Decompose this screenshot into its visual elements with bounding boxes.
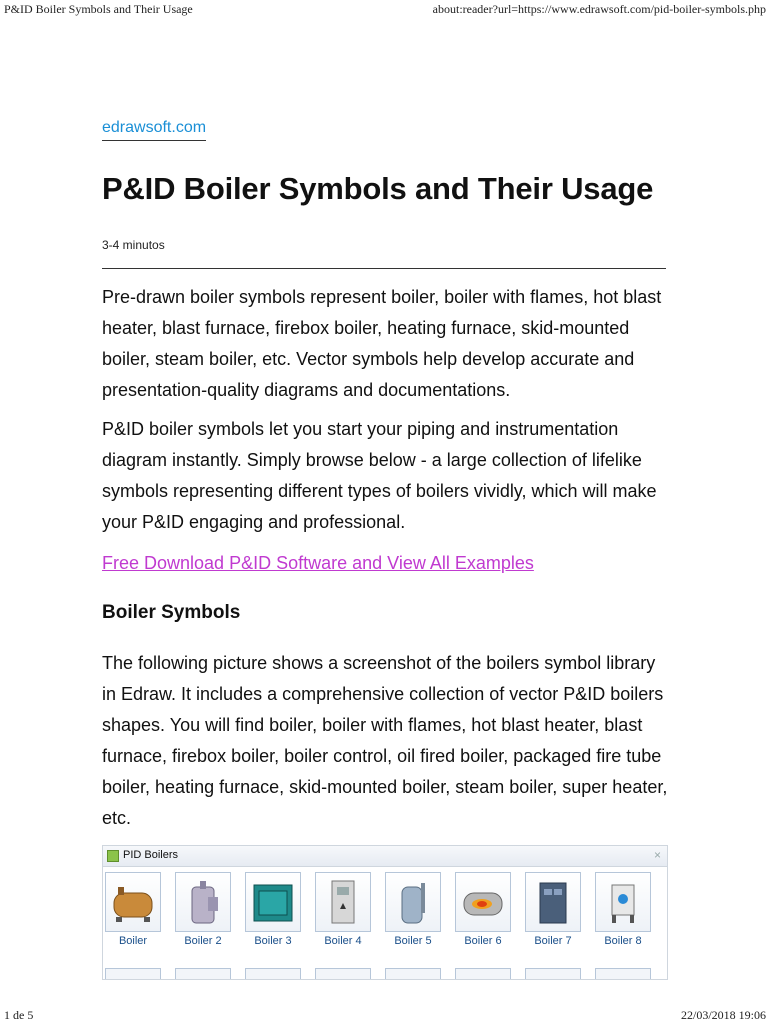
header-divider xyxy=(102,268,666,269)
boiler-library-screenshot xyxy=(102,845,668,980)
library-item-label: Boiler xyxy=(118,935,148,947)
library-tile-partial xyxy=(525,968,581,980)
library-title: PID Boilers xyxy=(123,849,179,861)
reading-time: 3-4 minutos xyxy=(102,238,165,252)
boiler-6-icon xyxy=(455,872,511,932)
library-window-icon xyxy=(107,850,119,862)
library-item-label: Boiler 4 xyxy=(324,935,362,947)
library-tile-partial xyxy=(315,968,371,980)
library-tile-partial xyxy=(455,968,511,980)
print-header-title: P&ID Boiler Symbols and Their Usage xyxy=(4,2,193,16)
library-item-label: Boiler 2 xyxy=(184,935,222,947)
boiler-5-icon xyxy=(385,872,441,932)
boiler-3-icon xyxy=(245,872,301,932)
intro-paragraph: Pre-drawn boiler symbols represent boiler, boiler with flames, hot blast heater, blast furnace, firebox boiler, heating furnace, skid-mounted boiler, steam boiler, etc. Vector symbols help develop accurate and presentation-quality diagrams and documentations. xyxy=(102,287,662,400)
download-link-paragraph xyxy=(102,548,674,579)
boiler-8-icon xyxy=(595,872,651,932)
source-domain-link[interactable]: edrawsoft.com xyxy=(102,119,206,141)
print-header xyxy=(0,0,768,18)
print-datetime: 22/03/2018 19:06 xyxy=(680,1008,766,1022)
section-heading: Boiler Symbols xyxy=(102,602,241,623)
close-icon: × xyxy=(653,848,661,862)
library-item-label: Boiler 6 xyxy=(464,935,502,947)
print-header-url: about:reader?url=https://www.edrawsoft.com/pid-boiler-symbols.php xyxy=(432,2,766,16)
boiler-4-icon xyxy=(315,872,371,932)
boiler-2-icon xyxy=(175,872,231,932)
article-title: P&ID Boiler Symbols and Their Usage xyxy=(102,171,654,206)
download-link[interactable]: Free Download P&ID Software and View All Examples xyxy=(102,553,534,573)
boiler-7-icon xyxy=(525,872,581,932)
library-description: The following picture shows a screenshot of the boilers symbol library in Edraw. It includes a comprehensive collection of vector P&ID boilers shapes. You will find boiler, boiler with flames, hot blast heater, blast furnace, firebox boiler, boiler control, oil fired boiler, packaged fire tube boiler, heating furnace, skid-mounted boiler, steam boiler, super heater, etc. xyxy=(102,653,668,828)
library-item-label: Boiler 5 xyxy=(394,935,432,947)
second-paragraph: P&ID boiler symbols let you start your piping and instrumentation diagram instantly. Simply browse below - a large collection of lifelike symbols representing different types of boilers vividly, which will make your P&ID engaging and professional. xyxy=(102,419,657,532)
print-footer xyxy=(0,1006,768,1024)
library-titlebar xyxy=(103,846,667,867)
library-item-label: Boiler 8 xyxy=(604,935,642,947)
library-tile-partial xyxy=(245,968,301,980)
library-tile-partial xyxy=(595,968,651,980)
library-item-label: Boiler 3 xyxy=(254,935,292,947)
library-tile-partial xyxy=(105,968,161,980)
library-tile-partial xyxy=(175,968,231,980)
boiler-icon xyxy=(105,872,161,932)
library-tile-partial xyxy=(385,968,441,980)
library-item-label: Boiler 7 xyxy=(534,935,572,947)
page-count: 1 de 5 xyxy=(4,1008,34,1022)
